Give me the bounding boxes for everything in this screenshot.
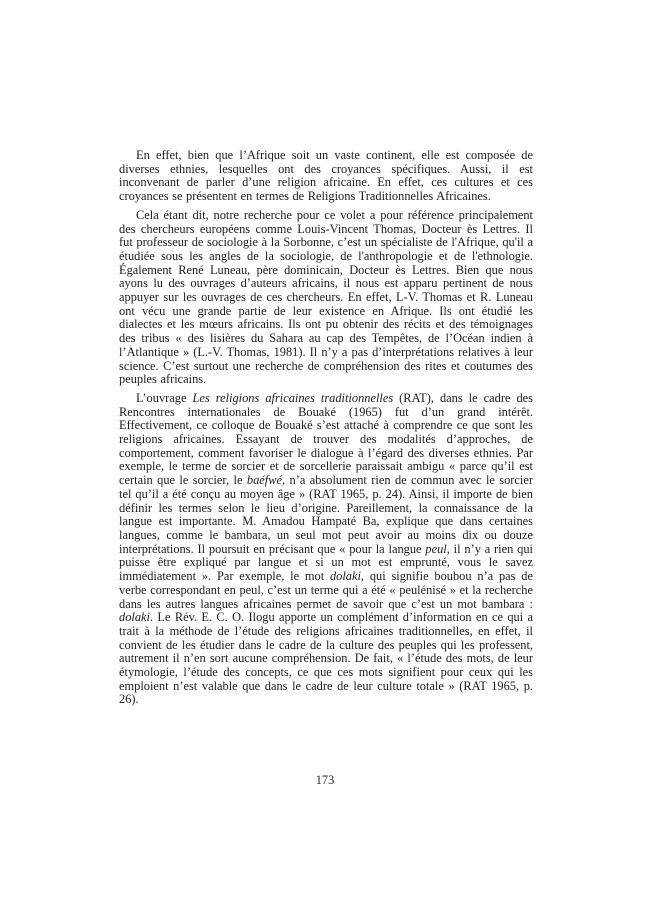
text-run: , il n’y a rien qui puisse être expliqué par langue et si un mot est emprunté, vous le savez immédiatement ». Par exemple, le mot <box>119 541 533 584</box>
italic-text-run: dolaki <box>119 610 150 625</box>
text-block <box>119 149 533 712</box>
text-run: (RAT), dans le cadre des Rencontres internationales de Bouaké (1965) fut d’un grand intérêt. Effectivement, ce colloque de Bouaké s’est attaché à comprendre ce que sont les religions africaines. Essayant de trouver des modalités d’approches, de comportement, comment favoriser le dialogue à l’égard des diverses ethnies. Par exemple, le terme de sorcier et de sorcellerie paraissait ambigu « parce qu’il est certain que le sorcier, le <box>119 390 533 488</box>
text-run: L’ouvrage <box>136 390 193 405</box>
text-run: En effet, bien que l’Afrique soit un vaste continent, elle est composée de diverses ethnies, lesquelles ont des croyances spécifiques. Aussi, il est inconvenant de parler d’une religion africaine. En effet, ces cultures et ces croyances se présentent en termes de Religions Traditionnelles Africaines. <box>119 148 533 204</box>
italic-text-run: baéfwé <box>246 473 282 488</box>
paragraph <box>119 392 533 707</box>
italic-text-run: peul <box>425 541 447 556</box>
text-run: . Le Rév. E. C. O. Ilogu apporte un complément d’information en ce qui a trait à la méthode de l’étude des religions africaines traditionnelles, en effet, il convient de les étudier dans le cadre de la culture des peuples qui les professent, autrement il n’en sort aucune compréhension. De fait, « l’étude des mots, de leur étymologie, l’étude des concepts, ce que ces mots signifient pour ceux qui les emploient n’est valable que dans le cadre de leur culture totale » (RAT 1965, p. 26). <box>119 610 533 707</box>
page-number: 173 <box>315 773 335 787</box>
italic-text-run: dolaki <box>329 569 361 584</box>
paragraph <box>119 209 533 387</box>
text-run: Cela étant dit, notre recherche pour ce volet a pour référence principalement des chercheurs européens comme Louis-Vincent Thomas, Docteur ès Lettres. Il fut professeur de sociologie à la Sorbonne, c’est un spécialiste de l'Afrique, qu'il a étudiée sous les angles de la sociologie, de l'anthropologie et de l'ethnologie. Également René Luneau, père dominicain, Docteur ès Lettres. Bien que nous ayons lu des ouvrages d’auteurs africains, il nous est apparu pertinent de nous appuyer sur les ouvrages de ces chercheurs. En effet, L-V. Thomas et R. Luneau ont vécu une grande partie de leur existence en Afrique. Ils ont étudié les dialectes et les mœurs africains. Ils ont pu obtenir des récits et des témoignages des tribus « des lisières du Sahara au cap des Tempêtes, de l’Océan indien à l’Atlantique » (L.-V. Thomas, 1981). Il n’y a pas d’interprétations relatives à leur science. C’est surtout une recherche de compréhension des rites et coutumes des peuples africains. <box>119 207 533 387</box>
italic-text-run: Les religions africaines traditionnelles <box>192 390 394 405</box>
text-run: , n’a absolument rien de commun avec le sorcier tel qu’il a été conçu au moyen âge » (RAT 1965, p. 24). Ainsi, il importe de bien définir les termes selon le lieu d’origine. Pareillement, la connaissance de la langue est importante. M. Amadou Hampaté Ba, explique que dans certaines langues, comme le bambara, un seul mot peut avoir au moins dix ou douze interprétations. Il poursuit en précisant que « pour la langue <box>119 473 534 556</box>
paragraph <box>119 149 533 204</box>
text-run: , qui signifie boubou n’a pas de verbe correspondant en peul, c’est un terme qui a été « peulénisé » et la recherche dans les autres langues africaines permet de savoir que c’est un mot bambara : <box>119 569 533 611</box>
